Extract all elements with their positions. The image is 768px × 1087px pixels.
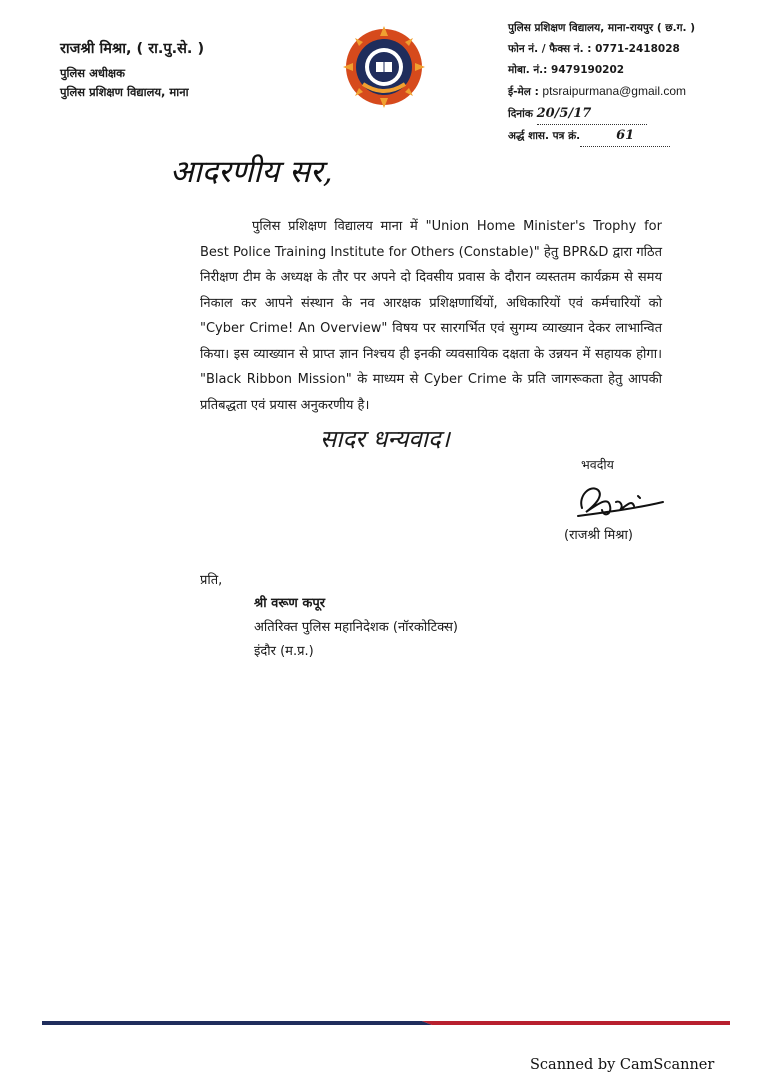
salutation: आदरणीय सर, (170, 154, 333, 190)
footer-divider (42, 1019, 730, 1027)
email-address: ptsraipurmana@gmail.com (542, 84, 686, 98)
contact-block (508, 18, 695, 147)
date-line (508, 103, 695, 125)
contact-org: पुलिस प्रशिक्षण विद्यालय, माना-रायपुर ( छ.ग. ) (508, 22, 695, 34)
ref-number: 61 (580, 125, 670, 147)
ref-line (508, 125, 695, 147)
body-paragraph: पुलिस प्रशिक्षण विद्यालय माना में "Union Home Minister's Trophy for Best Police Training Institute for Others (Constable)" हेतु BPR&D द्वारा गठित निरीक्षण टीम के अध्यक्ष के तौर पर अपने दो दिवसीय प्रवास के दौरान व्यस्ततम कार्यक्रम से समय निकाल कर आपने संस्थान के नव आरक्षक प्रशिक्षणार्थियों, अधिकारियों एवं कर्मचारियों को "Cyber Crime! An Overview" विषय पर सारगर्भित एवं सुगम्य व्याख्यान देकर लाभान्वित किया। इस व्याख्यान से प्राप्त ज्ञान निश्चय ही इनकी व्यवसायिक दक्षता के उन्नयन में सहायक होगा। "Black Ribbon Mission" के माध्यम से Cyber Crime के प्रति जागरूकता हेतु आपकी प्रतिबद्धता एवं प्रयास अनुकरणीय है। (200, 219, 662, 413)
recipient-label: प्रति, (200, 573, 223, 588)
scanner-watermark: Scanned by CamScanner (530, 1057, 715, 1073)
signature-image (568, 478, 668, 524)
date-value: 20/5/17 (537, 103, 647, 125)
sender-name: राजश्री मिश्रा, ( रा.पु.से. ) (60, 41, 205, 57)
recipient-block (254, 592, 458, 664)
recipient-designation: अतिरिक्त पुलिस महानिदेशक (नॉरकोटिक्स) (254, 620, 458, 635)
letter-body (200, 214, 662, 418)
closing: भवदीय (581, 457, 614, 472)
thanks-note: सादर धन्यवाद। (320, 425, 450, 453)
mobile-line: मोबा. नं.: 9479190202 (508, 64, 625, 76)
sender-org: पुलिस प्रशिक्षण विद्यालय, माना (60, 85, 189, 99)
recipient-city: इंदौर (म.प्र.) (254, 644, 314, 659)
recipient-name: श्री वरूण कपूर (254, 596, 326, 611)
ref-label: अर्द्ध शास. पत्र क्रं. (508, 130, 581, 142)
police-emblem-logo (343, 26, 425, 108)
signatory-name: (राजश्री मिश्रा) (564, 528, 633, 543)
email-line (508, 81, 695, 103)
email-label: ई-मेल : (508, 86, 543, 98)
phone-line: फोन नं. / फैक्स नं. : 0771-2418028 (508, 43, 680, 55)
date-label: दिनांक (508, 108, 537, 120)
sender-title: पुलिस अधीक्षक (60, 66, 125, 80)
sender-block (60, 38, 204, 100)
